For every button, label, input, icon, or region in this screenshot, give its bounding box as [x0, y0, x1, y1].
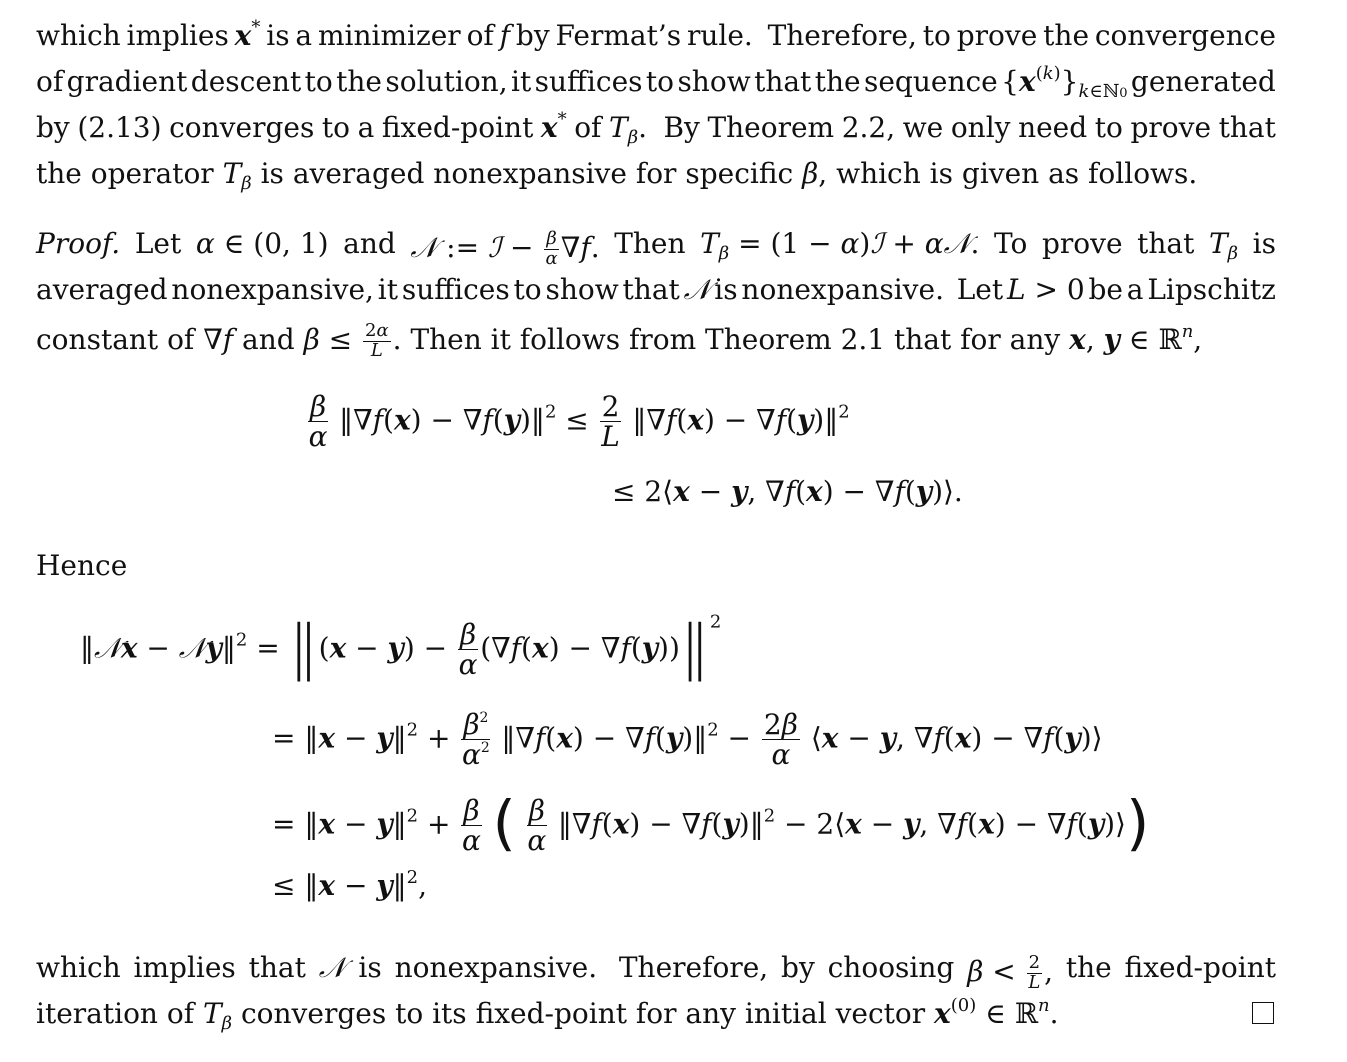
paragraph1-line4: the operator $T_\beta$ is averaged nonexpansive for specific β, which is given as follows. — [36, 157, 1198, 194]
paragraph1-line3: by (2.13) converges to a fixed-point x* of $T_\beta$. By Theorem 2.2, we only need to prove that — [36, 109, 1276, 148]
paragraph1-line2: of gradient descent to the solution, it suffices to show that the sequence $\{x^{(k)}\}_{k\in ℕ0}$ generated — [36, 63, 1276, 102]
qed-symbol — [1252, 1002, 1274, 1024]
proof-line2: averaged nonexpansive, it suffices to show that 𝒩 is nonexpansive. Let L > 0 be a Lipschitz — [36, 273, 1276, 306]
proof-line1: Proof. Let α ∈ (0, 1) and 𝒩 := ℐ − $\frac{\beta}{\alpha}$ ∇f. Then $T_\beta = (1$ − α)ℐ + α𝒩. To prove that $T_\beta$ is — [36, 227, 1276, 269]
hence-label: Hence — [36, 549, 128, 582]
equation2-row1: ‖𝒩x − 𝒩y‖$^2$ = ‖(x − y) − $\frac{\beta}{\alpha}$ (∇f(x) − ∇f(y))‖$^2$ — [80, 611, 722, 683]
equation2-row3: = ‖x − y‖$^2$ + $\frac{\beta}{\alpha}$ ( $\frac{\beta}{\alpha}$ ‖∇f(x) − ∇f(y)‖$^2$ − 2⟨x − y, ∇f(x) − ∇f(y)⟩) — [272, 788, 1150, 859]
equation2-row2: = ‖x − y‖$^2$ + $\frac{\beta^2}{\alpha^2}$ ‖∇f(x) − ∇f(y)‖$^2$ − $\frac{2\beta}{\alpha}$ ⟨x − y, ∇f(x) − ∇f(y)⟩ — [272, 708, 1103, 772]
proof-line3: constant of ∇f and β ≤ $\frac{2\alpha}{L}$ . Then it follows from Theorem 2.1 that for any x, y ∈ ℝ$^n$, — [36, 320, 1203, 361]
equation2-row4: ≤ ‖x − y‖$^2$, — [272, 867, 427, 902]
equation1-row2: ≤ 2⟨x − y, ∇f(x) − ∇f(y)⟩. — [612, 475, 963, 508]
equation1-row1: $\frac{\beta}{\alpha}$ ‖∇f(x) − ∇f(y)‖$^2$ ≤ $\frac{2}{L}$ ‖∇f(x) − ∇f(y)‖$^2$ — [308, 390, 850, 454]
paragraph1-line1: which implies x* is a minimizer of f by Fermat’s rule. Therefore, to prove the convergence — [36, 17, 1276, 52]
conclusion-line1: which implies that 𝒩 is nonexpansive. Therefore, by choosing β < $\frac{2}{L}$ , the fixed-point — [36, 951, 1276, 993]
proof-label: Proof. — [36, 227, 121, 260]
conclusion-line2: iteration of $T_\beta$ converges to its fixed-point for any initial vector $x^{(0)}$ ∈ ℝ$^n$. — [36, 995, 1059, 1034]
